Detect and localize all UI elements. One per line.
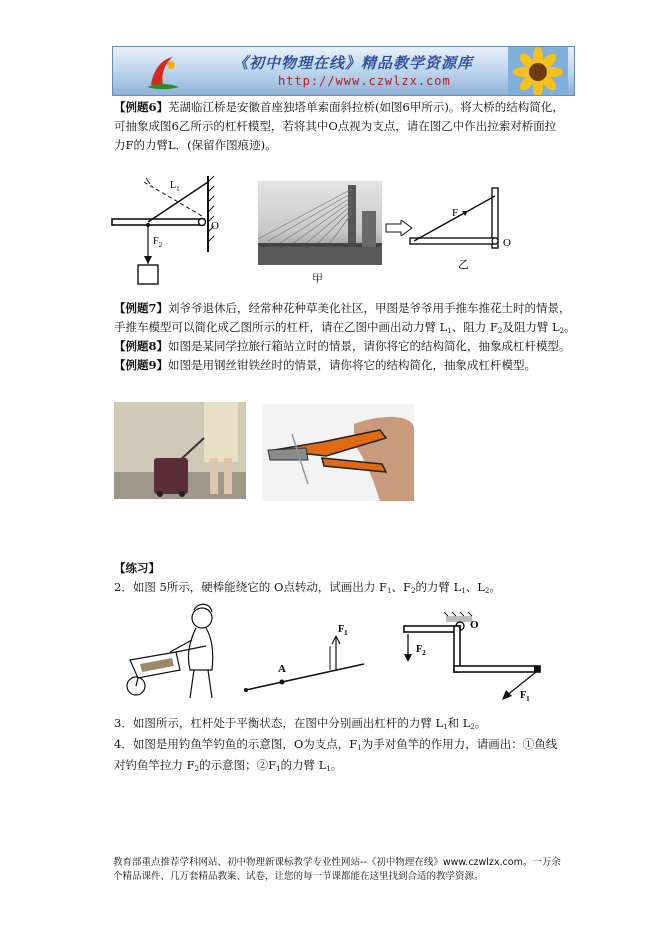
example7-line1: 【例题7】刘爷爷退休后，经常种花种草美化社区，甲图是爷爷用手推车推花土时的情景， xyxy=(114,301,571,315)
figure-caption-jia: 甲 xyxy=(312,272,323,285)
sunflower-icon xyxy=(508,47,568,96)
example8-line: 【例题8】如图是某同学拉旅行箱站立时的情景，请你将它的结构简化，抽象成杠杆模型。 xyxy=(114,339,571,353)
footer-line1: 教育部重点推荐学科网站、初中物理新课标教学专业性网站--《初中物理在线》www.czwlzx.com。一万余 xyxy=(113,857,561,868)
example9-line: 【例题9】如图是用钢丝钳铁丝时的情景，请你将它的结构简化，抽象成杠杆模型。 xyxy=(114,358,537,372)
l1-label: $L_1$ xyxy=(170,180,180,193)
example9-label: 【例题9】 xyxy=(114,358,169,372)
bent-o-label: O xyxy=(470,619,479,631)
lever-a-diagram xyxy=(240,620,380,700)
example6-label: 【例题6】 xyxy=(114,100,169,114)
wheelbarrow-cartoon xyxy=(120,600,230,704)
lever-diagram-yi xyxy=(404,184,519,270)
example8-label: 【例题8】 xyxy=(114,339,169,353)
figure-caption-yi: 乙 xyxy=(458,259,469,270)
practice-q3: 3．如图所示，杠杆处于平衡状态，在图中分别画出杠杆的力臂 $L_1$和 $L_2$。 xyxy=(114,716,487,731)
page-footer xyxy=(113,856,563,884)
banner-title: 《初中物理在线》精品教学资源库 xyxy=(233,54,474,72)
site-logo-icon xyxy=(143,53,183,91)
pivot-o-label: O xyxy=(211,220,219,232)
banner-url: http://www.czwlzx.com xyxy=(278,74,451,88)
example7-line2: 手推车模型可以简化成乙图所示的杠杆，请在乙图中画出动力臂 $L_1$、阻力 $F_2$及阻力臂 $L_2$。 xyxy=(114,320,576,335)
f1-label: $F_1$ xyxy=(338,624,348,637)
lever-diagram-bridge xyxy=(110,172,225,294)
example7-label: 【例题7】 xyxy=(114,301,169,315)
bridge-photo xyxy=(258,181,382,265)
example6-line2: 可抽象成图6乙所示的杠杆模型，若将其中O点视为支点，请在图乙中作出拉索对桥面拉 xyxy=(114,119,557,133)
practice-heading: 【练习】 xyxy=(114,561,160,575)
practice-q2: 2．如图 5所示，硬棒能绕它的 O点转动，试画出力 $F_1$、$F_2$的力臂 $L_1$、$L_2$。 xyxy=(114,580,501,595)
yi-o-label: O xyxy=(503,237,511,249)
header-banner xyxy=(112,46,575,96)
example6-line1: 【例题6】芜湖临江桥是安徽首座独塔单索面斜拉桥(如图6甲所示)。将大桥的结构简化， xyxy=(114,100,564,114)
example6-line3: 力F的力臂L．(保留作图痕迹)。 xyxy=(114,138,277,152)
suitcase-photo xyxy=(114,402,246,499)
yi-f-label: F xyxy=(452,207,459,219)
footer-line2: 个精品课件、几万套精品教案、试卷，让您的每一节课都能在这里找到合适的教学资源。 xyxy=(113,871,484,882)
pliers-photo xyxy=(262,404,414,501)
bent-f2-label: $F_2$ xyxy=(416,644,426,657)
point-a-label: A xyxy=(278,663,286,675)
bent-f1-label: $F_1$ xyxy=(520,690,530,703)
practice-q4-line2: 对钓鱼竿拉力 $F_2$的示意图；$②F_1$的力臂 $L_1$。 xyxy=(114,758,343,773)
bent-lever-diagram xyxy=(398,612,546,704)
practice-q4-line1: 4．如图是用钓鱼竿钓鱼的示意图，O为支点，$F_1$为手对鱼竿的作用力，请画出：①鱼线 xyxy=(114,737,558,752)
f2-label: $F_2$ xyxy=(153,236,163,249)
